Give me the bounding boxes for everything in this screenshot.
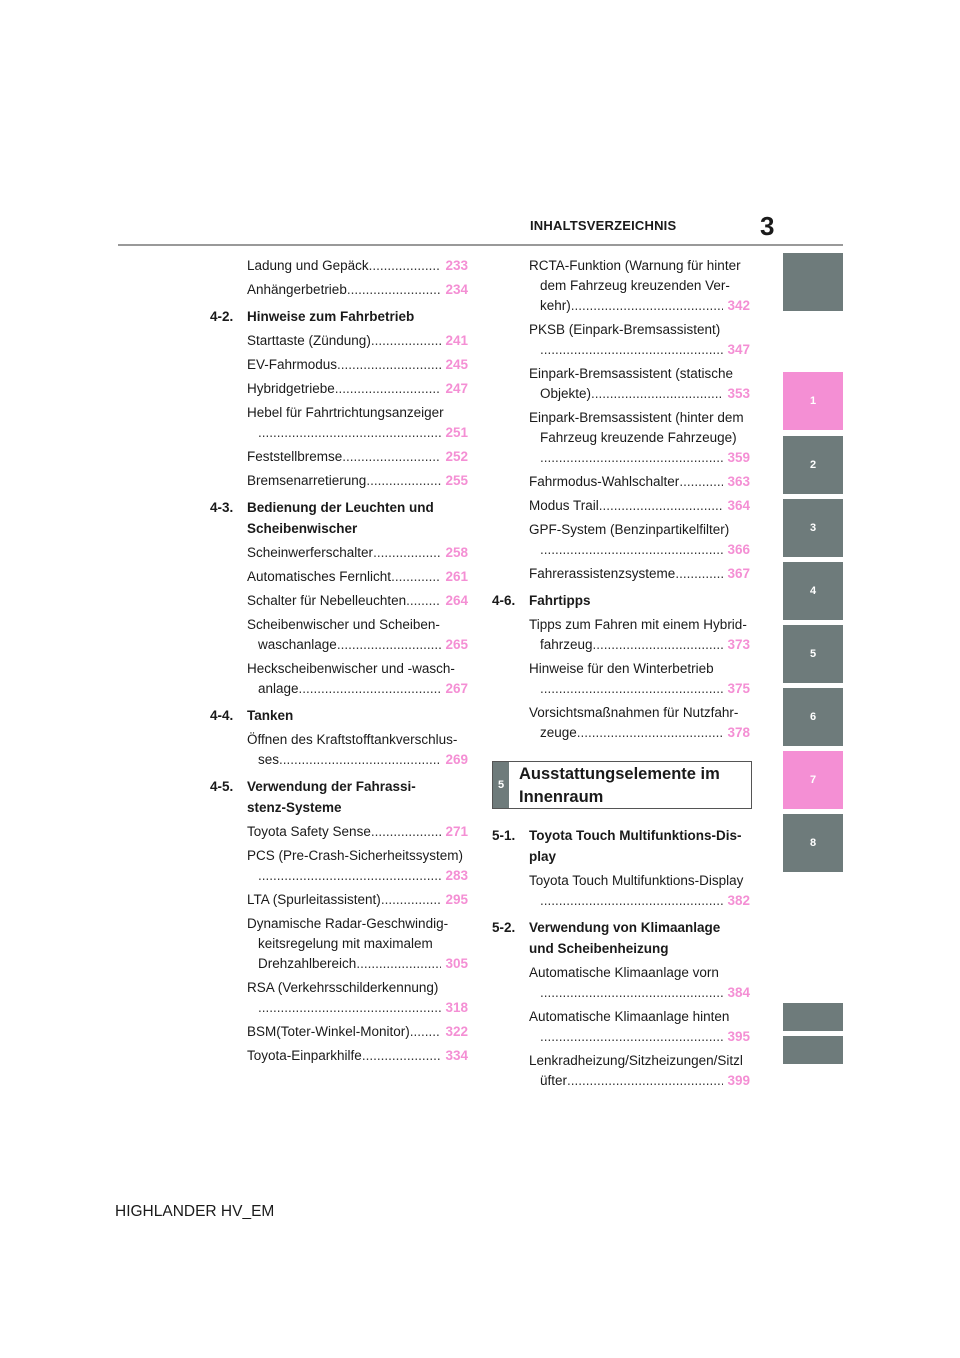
entry-title: ses: [258, 752, 280, 767]
dot-leader: [410, 1022, 442, 1042]
dot-leader: [540, 679, 723, 699]
toc-entry[interactable]: [210, 1046, 468, 1066]
entry-title: Hybridgetriebe: [247, 381, 335, 396]
dot-leader: [540, 340, 723, 360]
page-link[interactable]: 251: [445, 425, 468, 440]
entry-title: Hinweise für den Winterbetrieb: [529, 661, 714, 676]
entry-title: Anhängerbetrieb: [247, 282, 347, 297]
section-heading: [210, 497, 468, 539]
page-link[interactable]: 353: [727, 386, 750, 401]
entry-title: Ladung und Gepäck: [247, 258, 369, 273]
dot-leader: [599, 496, 724, 516]
chapter-tab-2[interactable]: 2: [783, 436, 843, 494]
entry-title: Schalter für Nebelleuchten: [247, 593, 407, 608]
page-link[interactable]: 283: [445, 868, 468, 883]
section-number: 4-3.: [210, 500, 234, 515]
entry-title: zeuge: [540, 725, 577, 740]
entry-title: Vorsichtsmaßnahmen für Nutzfahr-: [529, 705, 739, 720]
entry-title: PKSB (Einpark-Bremsassistent): [529, 322, 721, 337]
entry-title: Fahrmodus-Wahlschalter: [529, 474, 680, 489]
entry-title: Öffnen des Kraftstofftankverschlus-: [247, 732, 458, 747]
toc-entry[interactable]: [492, 1007, 750, 1047]
dot-leader: [366, 471, 441, 491]
entry-title: Feststellbremse: [247, 449, 343, 464]
section-title: [247, 705, 293, 726]
header-rule: [118, 244, 843, 246]
chapter-title-line: Innenraum: [519, 788, 604, 806]
section-heading: [210, 705, 468, 726]
toc-left-column: [210, 252, 468, 1066]
dot-leader: [369, 256, 442, 276]
section-heading: [210, 306, 468, 327]
chapter-tab-4[interactable]: 4: [783, 562, 843, 620]
page-link[interactable]: 322: [445, 1024, 468, 1039]
entry-title: BSM(Toter-Winkel-Monitor): [247, 1024, 410, 1039]
toc-entry[interactable]: [210, 978, 468, 1018]
toc-entry[interactable]: [210, 890, 468, 910]
entry-title: dem Fahrzeug kreuzenden Ver-: [540, 278, 730, 293]
toc-entry[interactable]: [210, 331, 468, 351]
dot-leader: [258, 423, 441, 443]
page-link[interactable]: 267: [445, 681, 468, 696]
chapter-tab-6[interactable]: 6: [783, 688, 843, 746]
section-title: [529, 825, 741, 867]
dot-leader: [406, 591, 441, 611]
toc-entry[interactable]: [210, 447, 468, 467]
chapter-tab-7[interactable]: 7: [783, 751, 843, 809]
toc-entry[interactable]: [210, 471, 468, 491]
dot-leader: [675, 564, 723, 584]
toc-entry[interactable]: [210, 280, 468, 300]
page-link[interactable]: 342: [727, 298, 750, 313]
chapter-tabs: [783, 0, 843, 1358]
page-link[interactable]: 245: [445, 357, 468, 372]
dot-leader: [371, 822, 442, 842]
page-link[interactable]: 241: [445, 333, 468, 348]
page-link[interactable]: 269: [445, 752, 468, 767]
dot-leader: [347, 280, 442, 300]
dot-leader: [540, 891, 723, 911]
entry-title: Toyota Touch Multifunktions-Display: [529, 873, 744, 888]
page-link[interactable]: 305: [445, 956, 468, 971]
entry-title: Tipps zum Fahren mit einem Hybrid-: [529, 617, 747, 632]
entry-title: RCTA-Funktion (Warnung für hinter: [529, 258, 741, 273]
entry-title: Bremsenarretierung: [247, 473, 367, 488]
page-link[interactable]: 271: [445, 824, 468, 839]
section-title-line: Scheibenwischer: [247, 521, 358, 536]
entry-title: RSA (Verkehrsschilderkennung): [247, 980, 439, 995]
section-title: [529, 917, 720, 959]
entry-title: Drehzahlbereich: [258, 956, 357, 971]
section-title-line: stenz-Systeme: [247, 800, 342, 815]
dot-leader: [567, 1071, 723, 1091]
section-heading: [492, 590, 750, 611]
dot-leader: [258, 866, 441, 886]
entry-title: keitsregelung mit maximalem: [258, 936, 433, 951]
section-title-line: Toyota Touch Multifunktions-Dis-: [529, 828, 742, 843]
dot-leader: [381, 890, 442, 910]
chapter-tab-8[interactable]: 8: [783, 814, 843, 872]
section-title-line: Hinweise zum Fahrbetrieb: [247, 309, 415, 324]
dot-leader: [593, 635, 724, 655]
dot-leader: [373, 543, 441, 563]
dot-leader: [540, 1027, 723, 1047]
entry-title: waschanlage: [258, 637, 337, 652]
toc-entry[interactable]: [210, 403, 468, 443]
entry-title: Scheinwerferschalter: [247, 545, 374, 560]
page-link[interactable]: 261: [445, 569, 468, 584]
section-heading: [210, 776, 468, 818]
entry-title: fahrzeug: [540, 637, 593, 652]
section-number: 4-5.: [210, 779, 234, 794]
chapter-number: 5: [493, 762, 509, 808]
section-title: [247, 776, 416, 818]
dot-leader: [362, 1046, 442, 1066]
page-link[interactable]: 399: [727, 1073, 750, 1088]
page-link[interactable]: 359: [727, 450, 750, 465]
section-title-line: und Scheibenheizung: [529, 941, 669, 956]
toc-entry[interactable]: [492, 256, 750, 316]
entry-title: EV-Fahrmodus: [247, 357, 338, 372]
section-title-line: Verwendung der Fahrassi-: [247, 779, 416, 794]
toc-entry[interactable]: [492, 364, 750, 404]
dot-leader: [342, 447, 441, 467]
toc-entry[interactable]: [210, 543, 468, 563]
entry-title: Dynamische Radar-Geschwindig-: [247, 916, 449, 931]
page-link[interactable]: 347: [727, 342, 750, 357]
toc-entry[interactable]: [210, 659, 468, 699]
dot-leader: [299, 679, 442, 699]
page-link[interactable]: 375: [727, 681, 750, 696]
page-link[interactable]: 234: [445, 282, 468, 297]
toc-entry[interactable]: [492, 1051, 750, 1091]
section-heading: [492, 825, 750, 867]
dot-leader: [337, 635, 442, 655]
page-link[interactable]: 233: [445, 258, 468, 273]
section-title: [247, 306, 414, 327]
entry-title: Scheibenwischer und Scheiben-: [247, 617, 440, 632]
header-title: INHALTSVERZEICHNIS: [530, 218, 677, 233]
section-title-line: Bedienung der Leuchten und: [247, 500, 434, 515]
page-link[interactable]: 247: [445, 381, 468, 396]
entry-title: LTA (Spurleitassistent): [247, 892, 381, 907]
dot-leader: [356, 954, 441, 974]
section-number: 4-4.: [210, 708, 234, 723]
entry-title: GPF-System (Benzinpartikelfilter): [529, 522, 730, 537]
entry-title: Toyota Safety Sense: [247, 824, 371, 839]
dot-leader: [371, 331, 442, 351]
toc-entry[interactable]: [492, 472, 750, 492]
section-title-line: Verwendung von Klimaanlage: [529, 920, 721, 935]
page-link[interactable]: 395: [727, 1029, 750, 1044]
toc-entry[interactable]: [210, 567, 468, 587]
entry-title: Modus Trail: [529, 498, 599, 513]
chapter-tab-5[interactable]: 5: [783, 625, 843, 683]
page-link[interactable]: 364: [727, 498, 750, 513]
toc-entry[interactable]: [492, 963, 750, 1003]
entry-title: Hebel für Fahrtrichtungsanzeiger: [247, 405, 444, 420]
toc-entry[interactable]: [492, 659, 750, 699]
toc-entry[interactable]: [492, 320, 750, 360]
page-link[interactable]: 384: [727, 985, 750, 1000]
dot-leader: [591, 384, 723, 404]
chapter-tab-blank[interactable]: [783, 1003, 843, 1031]
toc-right-column: [492, 252, 750, 1091]
section-number: 5-2.: [492, 920, 516, 935]
entry-title: Lenkradheizung/Sitzheizungen/Sitzl: [529, 1053, 743, 1068]
entry-title: Einpark-Bremsassistent (hinter dem: [529, 410, 744, 425]
entry-title: Automatische Klimaanlage hinten: [529, 1009, 730, 1024]
toc-entry[interactable]: [492, 520, 750, 560]
toc-entry[interactable]: [210, 846, 468, 886]
entry-title: Einpark-Bremsassistent (statische: [529, 366, 734, 381]
page-link[interactable]: 363: [727, 474, 750, 489]
toc-entry[interactable]: [492, 408, 750, 468]
toc-entry[interactable]: [210, 615, 468, 655]
toc-entry[interactable]: [492, 615, 750, 655]
section-title-line: Fahrtipps: [529, 593, 591, 608]
toc-entry[interactable]: [210, 822, 468, 842]
entry-title: Objekte): [540, 386, 592, 401]
dot-leader: [540, 540, 723, 560]
toc-entry[interactable]: [210, 355, 468, 375]
section-title: [247, 497, 434, 539]
entry-title: Automatische Klimaanlage vorn: [529, 965, 719, 980]
page-link[interactable]: 265: [445, 637, 468, 652]
section-title: [529, 590, 591, 611]
dot-leader: [391, 567, 441, 587]
section-title-line: Tanken: [247, 708, 294, 723]
section-number: 4-2.: [210, 309, 234, 324]
dot-leader: [540, 983, 723, 1003]
entry-title: Heckscheibenwischer und -wasch-: [247, 661, 455, 676]
toc-entry[interactable]: [210, 256, 468, 276]
page-link[interactable]: 367: [727, 566, 750, 581]
entry-title: Automatisches Fernlicht: [247, 569, 392, 584]
dot-leader: [258, 998, 441, 1018]
page-link[interactable]: 255: [445, 473, 468, 488]
dot-leader: [279, 750, 441, 770]
chapter-tab-3[interactable]: 3: [783, 499, 843, 557]
dot-leader: [679, 472, 723, 492]
page-link[interactable]: 264: [445, 593, 468, 608]
dot-leader: [335, 379, 442, 399]
toc-entry[interactable]: [210, 1022, 468, 1042]
page-link[interactable]: 252: [445, 449, 468, 464]
toc-entry[interactable]: [210, 379, 468, 399]
page-number: 3: [760, 211, 775, 241]
chapter-title: [509, 762, 720, 808]
entry-title: PCS (Pre-Crash-Sicherheitssystem): [247, 848, 464, 863]
toc-entry[interactable]: [210, 914, 468, 974]
section-number: 4-6.: [492, 593, 516, 608]
toc-entry[interactable]: [492, 871, 750, 911]
page-link[interactable]: 318: [445, 1000, 468, 1015]
page-link[interactable]: 334: [445, 1048, 468, 1063]
chapter-box: [492, 761, 752, 809]
entry-title: Starttaste (Zündung): [247, 333, 371, 348]
chapter-tab-blank[interactable]: [783, 253, 843, 311]
entry-title: Fahrzeug kreuzende Fahrzeuge): [540, 430, 737, 445]
chapter-tab-blank[interactable]: [783, 1036, 843, 1064]
section-title-line: play: [529, 849, 557, 864]
dot-leader: [540, 448, 723, 468]
entry-title: kehr): [540, 298, 571, 313]
toc-entry[interactable]: [210, 730, 468, 770]
entry-title: Fahrerassistenzsysteme: [529, 566, 676, 581]
dot-leader: [577, 723, 724, 743]
page-link[interactable]: 366: [727, 542, 750, 557]
toc-entry[interactable]: [210, 591, 468, 611]
dot-leader: [337, 355, 441, 375]
page-link[interactable]: 295: [445, 892, 468, 907]
toc-entry[interactable]: [492, 703, 750, 743]
footer-model: HIGHLANDER HV_EM: [115, 1203, 275, 1220]
chapter-tab-1[interactable]: 1: [783, 372, 843, 430]
toc-entry[interactable]: [492, 496, 750, 516]
entry-title: anlage: [258, 681, 299, 696]
chapter-title-line: Ausstattungselemente im: [519, 765, 720, 783]
entry-title: Toyota-Einparkhilfe: [247, 1048, 362, 1063]
page-link[interactable]: 382: [727, 893, 750, 908]
toc-entry[interactable]: [492, 564, 750, 584]
page-link[interactable]: 373: [727, 637, 750, 652]
page-link[interactable]: 258: [445, 545, 468, 560]
dot-leader: [571, 296, 724, 316]
page-link[interactable]: 378: [727, 725, 750, 740]
entry-title: üfter: [540, 1073, 568, 1088]
section-heading: [492, 917, 750, 959]
section-number: 5-1.: [492, 828, 516, 843]
